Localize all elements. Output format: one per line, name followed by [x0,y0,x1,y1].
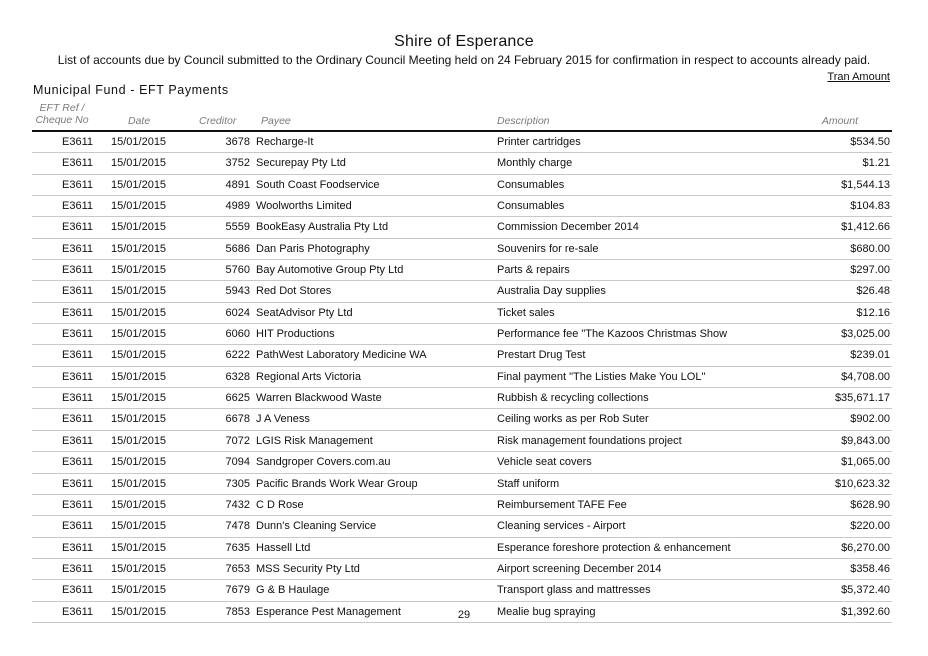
cell-creditor: 7653 [225,562,250,575]
cell-payee: Esperance Pest Management [256,605,401,618]
document-subtitle: List of accounts due by Council submitted to the Ordinary Council Meeting held on 24 February 2015 for confirmation in respect to accounts already paid. [57,53,871,67]
cell-payee: C D Rose [256,498,304,511]
cell-payee: Dunn's Cleaning Service [256,520,377,533]
cell-creditor: 7478 [225,520,250,533]
table-header [32,100,892,132]
payments-table-body [32,132,892,623]
section-title: Municipal Fund - EFT Payments [33,83,229,97]
cell-ref: E3611 [62,328,93,341]
cell-date: 15/01/2015 [111,157,167,170]
cell-ref: E3611 [62,221,93,234]
cell-payee: PathWest Laboratory Medicine WA [256,349,427,362]
cell-date: 15/01/2015 [111,306,167,319]
cell-description: Performance fee "The Kazoos Christmas Show [497,328,728,341]
cell-ref: E3611 [62,541,93,554]
table-row [32,239,892,260]
cell-payee: Bay Automotive Group Pty Ltd [256,264,404,277]
table-row [32,452,892,473]
cell-amount: $1,544.13 [841,178,890,191]
cell-amount: $104.83 [850,200,890,213]
cell-date: 15/01/2015 [111,456,167,469]
cell-date: 15/01/2015 [111,584,167,597]
cell-description: Final payment "The Listies Make You LOL" [497,370,706,383]
cell-date: 15/01/2015 [111,200,167,213]
cell-date: 15/01/2015 [111,328,167,341]
cell-ref: E3611 [62,605,93,618]
cell-description: Prestart Drug Test [497,349,586,362]
table-row [32,538,892,559]
cell-ref: E3611 [62,285,93,298]
cell-description: Esperance foreshore protection & enhancement [497,541,731,554]
cell-payee: MSS Security Pty Ltd [256,562,360,575]
cell-description: Australia Day supplies [497,285,606,298]
cell-amount: $9,843.00 [841,434,890,447]
cell-date: 15/01/2015 [111,264,167,277]
cell-ref: E3611 [62,392,93,405]
cell-creditor: 7853 [225,605,250,618]
cell-amount: $220.00 [850,520,890,533]
cell-creditor: 4989 [225,200,250,213]
cell-creditor: 6678 [225,413,250,426]
cell-payee: Woolworths Limited [256,200,352,213]
column-header-description: Description [497,115,550,127]
table-row [32,431,892,452]
cell-payee: Regional Arts Victoria [256,370,361,383]
cell-payee: Recharge-It [256,136,314,148]
cell-amount: $12.16 [856,306,890,319]
table-row [32,367,892,388]
document-title: Shire of Esperance [394,33,534,50]
cell-creditor: 5686 [225,242,250,255]
cell-ref: E3611 [62,306,93,319]
cell-description: Reimbursement TAFE Fee [497,498,627,511]
column-header-date: Date [128,115,151,127]
cell-amount: $534.50 [850,136,890,148]
cell-ref: E3611 [62,498,93,511]
table-row [32,495,892,516]
cell-date: 15/01/2015 [111,413,167,426]
cell-date: 15/01/2015 [111,392,167,405]
cell-ref: E3611 [62,434,93,447]
cell-ref: E3611 [62,242,93,255]
cell-ref: E3611 [62,456,93,469]
table-row [32,474,892,495]
cell-payee: Warren Blackwood Waste [256,392,382,405]
cell-payee: Dan Paris Photography [256,242,370,255]
table-row [32,175,892,196]
table-row [32,303,892,324]
cell-ref: E3611 [62,264,93,277]
table-row [32,196,892,217]
cell-creditor: 6222 [225,349,250,362]
cell-description: Ticket sales [497,306,555,319]
cell-date: 15/01/2015 [111,541,167,554]
cell-ref: E3611 [62,157,93,170]
table-row [32,409,892,430]
cell-amount: $4,708.00 [841,370,890,383]
cell-description: Risk management foundations project [497,434,682,447]
table-row [32,345,892,366]
cell-ref: E3611 [62,477,93,490]
column-header-amount: Amount [821,115,858,127]
cell-creditor: 6328 [225,370,250,383]
cell-creditor: 7072 [225,434,250,447]
cell-payee: Securepay Pty Ltd [256,157,346,170]
cell-ref: E3611 [62,370,93,383]
table-row [32,388,892,409]
cell-date: 15/01/2015 [111,498,167,511]
cell-amount: $1,392.60 [841,605,890,618]
cell-ref: E3611 [62,584,93,597]
cell-payee: BookEasy Australia Pty Ltd [256,221,389,234]
cell-description: Vehicle seat covers [497,456,592,469]
cell-description: Consumables [497,200,565,213]
cell-amount: $239.01 [850,349,890,362]
cell-description: Commission December 2014 [497,221,639,234]
column-header-creditor: Creditor [199,115,237,127]
cell-creditor: 6625 [225,392,250,405]
cell-date: 15/01/2015 [111,520,167,533]
cell-creditor: 7094 [225,456,250,469]
cell-amount: $10,623.32 [834,477,890,490]
cell-payee: HIT Productions [256,328,335,341]
cell-ref: E3611 [62,562,93,575]
cell-amount: $902.00 [850,413,890,426]
cell-creditor: 5760 [225,264,250,277]
cell-ref: E3611 [62,200,93,213]
table-row [32,132,892,153]
cell-ref: E3611 [62,178,93,191]
cell-description: Transport glass and mattresses [497,584,651,597]
table-row [32,260,892,281]
cell-amount: $35,671.17 [834,392,890,405]
cell-date: 15/01/2015 [111,562,167,575]
cell-amount: $3,025.00 [841,328,890,341]
cell-amount: $6,270.00 [841,541,890,554]
column-header-ref-line2: Cheque No [35,114,89,126]
cell-amount: $1,412.66 [841,221,890,234]
cell-amount: $1,065.00 [841,456,890,469]
cell-date: 15/01/2015 [111,178,167,191]
cell-creditor: 3752 [225,157,250,170]
column-header-ref-line1: EFT Ref / [39,102,85,114]
cell-payee: South Coast Foodservice [256,178,380,191]
cell-date: 15/01/2015 [111,370,167,383]
cell-date: 15/01/2015 [111,349,167,362]
table-row [32,559,892,580]
cell-payee: SeatAdvisor Pty Ltd [256,306,353,319]
cell-amount: $297.00 [850,264,890,277]
cell-description: Printer cartridges [497,136,581,148]
cell-ref: E3611 [62,413,93,426]
cell-payee: Sandgroper Covers.com.au [256,456,391,469]
cell-description: Rubbish & recycling collections [497,392,649,405]
cell-payee: Red Dot Stores [256,285,332,298]
cell-creditor: 6060 [225,328,250,341]
cell-payee: Hassell Ltd [256,541,311,554]
cell-description: Souvenirs for re-sale [497,242,599,255]
cell-creditor: 4891 [225,178,250,191]
cell-date: 15/01/2015 [111,477,167,490]
cell-description: Parts & repairs [497,264,570,277]
cell-description: Consumables [497,178,565,191]
cell-ref: E3611 [62,349,93,362]
cell-payee: Pacific Brands Work Wear Group [256,477,418,490]
cell-description: Cleaning services - Airport [497,520,626,533]
cell-amount: $628.90 [850,498,890,511]
table-row [32,281,892,302]
cell-date: 15/01/2015 [111,605,167,618]
cell-ref: E3611 [62,136,93,148]
table-row [32,516,892,537]
cell-ref: E3611 [62,520,93,533]
page-number: 29 [457,609,471,621]
table-row [32,217,892,238]
cell-amount: $1.21 [862,157,890,170]
cell-payee: J A Veness [256,413,310,426]
cell-creditor: 7679 [225,584,250,597]
table-row [32,153,892,174]
cell-description: Monthly charge [497,157,573,170]
cell-creditor: 3678 [225,136,250,148]
cell-payee: LGIS Risk Management [256,434,373,447]
cell-description: Mealie bug spraying [497,605,596,618]
cell-creditor: 7432 [225,498,250,511]
cell-creditor: 7305 [225,477,250,490]
cell-date: 15/01/2015 [111,136,167,148]
cell-date: 15/01/2015 [111,285,167,298]
cell-creditor: 5943 [225,285,250,298]
table-row [32,324,892,345]
cell-creditor: 7635 [225,541,250,554]
cell-description: Staff uniform [497,477,560,490]
cell-amount: $26.48 [856,285,890,298]
cell-creditor: 6024 [225,306,250,319]
table-row [32,580,892,601]
cell-date: 15/01/2015 [111,434,167,447]
cell-creditor: 5559 [225,221,250,234]
cell-amount: $680.00 [850,242,890,255]
cell-date: 15/01/2015 [111,221,167,234]
cell-description: Airport screening December 2014 [497,562,662,575]
tran-amount-label: Tran Amount [827,71,890,83]
cell-description: Ceiling works as per Rob Suter [497,413,649,426]
cell-amount: $5,372.40 [841,584,890,597]
cell-date: 15/01/2015 [111,242,167,255]
column-header-ref [34,102,90,126]
cell-amount: $358.46 [850,562,890,575]
cell-payee: G & B Haulage [256,584,330,597]
column-header-payee: Payee [261,115,291,127]
